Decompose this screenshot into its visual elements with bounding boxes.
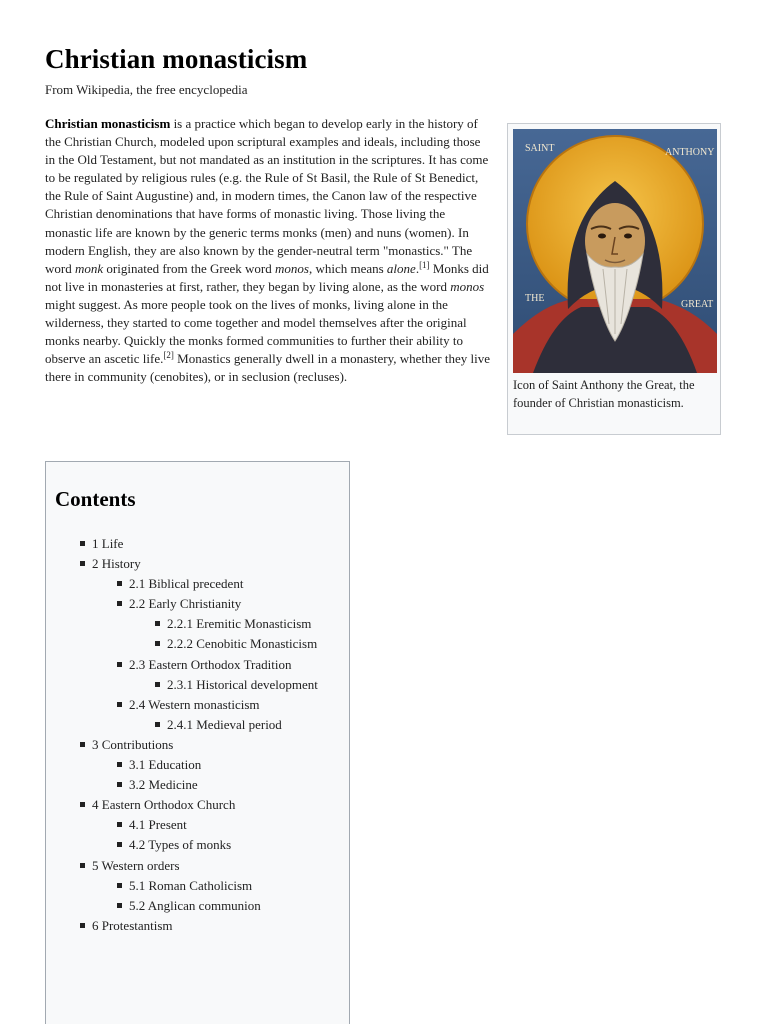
page-title: Christian monasticism	[45, 44, 308, 74]
toc-item-label[interactable]: 1 Life	[92, 536, 124, 551]
toc-item[interactable]	[46, 916, 346, 936]
toc-item-label[interactable]: 2.4 Western monasticism	[129, 696, 260, 712]
bullet-icon	[155, 641, 160, 646]
intro-text: might suggest. As more people took on the lives of monks, living alone in the wilderness, they started to come together and model themselves after the original monks nearby. Quickly the monks formed communities to further their ability to observe an ascetic life.	[45, 296, 467, 367]
toc-item-label[interactable]: 5.1 Roman Catholicism	[129, 877, 253, 893]
intro-text: is a practice which began to develop early in the history of the Christian Church, modeled upon scriptural examples and ideals, including those in the Old Testament, but not mandated as an institution in the scriptures. It has come to be regulated by religious rules (e.g. the Rule of St Basil, the Rule of St Benedict, the Rule of Saint Augustine) and, in modern times, the Canon law of the respective Christian denominations that have forms of monastic living. Those living the monastic life are known by the generic terms monks (men) and nuns (women). In modern English, they are also known by the gender-neutral term "monastics." The word	[45, 116, 489, 276]
intro-text: , which means	[308, 260, 387, 276]
site-tagline: From Wikipedia, the free encyclopedia	[45, 82, 248, 97]
toc-item-label[interactable]: 5 Western orders	[92, 857, 180, 873]
bullet-icon	[117, 903, 122, 908]
toc-item[interactable]	[46, 835, 346, 855]
toc-item[interactable]	[46, 675, 346, 695]
bullet-icon	[117, 601, 122, 606]
toc-item[interactable]	[46, 574, 346, 594]
toc-item[interactable]	[46, 594, 346, 614]
term-monos: monos	[450, 278, 485, 294]
toc-item[interactable]	[46, 655, 346, 675]
bullet-icon	[117, 782, 122, 787]
toc-item-label[interactable]: 2.3.1 Historical development	[167, 676, 318, 692]
toc-item-label[interactable]: 2.2.2 Cenobitic Monasticism	[167, 636, 318, 652]
bullet-icon	[117, 822, 122, 827]
bullet-icon	[80, 923, 85, 928]
toc-item[interactable]	[46, 896, 346, 916]
toc-item[interactable]	[46, 815, 346, 835]
bullet-icon	[155, 722, 160, 727]
term-monk: monk	[74, 260, 104, 276]
toc-item[interactable]	[46, 775, 346, 795]
toc-item-label[interactable]: 2.4.1 Medieval period	[167, 716, 282, 732]
toc-item-label[interactable]: 2.2.1 Eremitic Monasticism	[167, 616, 312, 632]
toc-item-label[interactable]: 2.1 Biblical precedent	[129, 576, 244, 592]
intro-text: originated from the Greek word	[103, 260, 275, 276]
term-alone: alone	[386, 260, 416, 276]
bullet-icon	[80, 802, 85, 807]
bullet-icon	[117, 662, 122, 667]
intro-text: .	[415, 260, 420, 276]
toc-item[interactable]	[46, 614, 346, 634]
toc-item[interactable]	[46, 735, 346, 755]
toc-item-label[interactable]: 2.3 Eastern Orthodox Tradition	[129, 656, 292, 672]
article-subject-bold: Christian monasticism	[45, 116, 171, 131]
toc-item-label[interactable]: 4.2 Types of monks	[129, 837, 232, 853]
bullet-icon	[80, 561, 85, 566]
bullet-icon	[80, 742, 85, 747]
toc-item[interactable]	[46, 856, 346, 876]
toc-item-label[interactable]: 5.2 Anglican communion	[129, 897, 261, 913]
icon-inscription-saint: SAINT	[525, 143, 555, 154]
toc-item[interactable]	[46, 634, 346, 654]
intro-paragraph	[45, 115, 490, 386]
reference-1[interactable]: [1]	[419, 259, 430, 270]
infobox-image-frame	[507, 123, 721, 435]
toc-item[interactable]	[46, 715, 346, 735]
icon-inscription-anthony: ANTHONY	[665, 147, 715, 158]
toc-item[interactable]	[46, 755, 346, 775]
toc-item[interactable]	[46, 876, 346, 896]
bullet-icon	[80, 863, 85, 868]
toc-item[interactable]	[46, 554, 346, 574]
bullet-icon	[80, 541, 85, 546]
term-monos: monos	[274, 260, 309, 276]
toc-item-label[interactable]: 2.2 Early Christianity	[129, 596, 242, 612]
saint-anthony-icon-image[interactable]	[513, 129, 717, 373]
toc-item-label[interactable]: 4.1 Present	[129, 817, 187, 833]
toc-item-label[interactable]: 3.1 Education	[129, 757, 202, 773]
table-of-contents	[45, 461, 350, 1024]
bullet-icon	[117, 581, 122, 586]
toc-item[interactable]	[46, 795, 346, 815]
intro-text: Monks did not live in monasteries at first, rather, they began by living alone, as the word	[45, 260, 489, 294]
toc-title: Contents	[55, 487, 136, 511]
image-caption: Icon of Saint Anthony the Great, the founder of Christian monasticism.	[513, 378, 695, 410]
toc-item[interactable]	[46, 534, 346, 554]
bullet-icon	[117, 762, 122, 767]
bullet-icon	[117, 702, 122, 707]
toc-item-label[interactable]: 4 Eastern Orthodox Church	[92, 797, 236, 813]
bullet-icon	[117, 883, 122, 888]
toc-item-label[interactable]: 3 Contributions	[92, 736, 174, 752]
icon-inscription-great: GREAT	[681, 299, 714, 310]
toc-item-label[interactable]: 2 History	[92, 556, 141, 572]
toc-item-label[interactable]: 6 Protestantism	[92, 917, 173, 933]
toc-item-label[interactable]: 3.2 Medicine	[129, 777, 198, 793]
icon-inscription-the: THE	[525, 293, 545, 304]
toc-list	[46, 534, 346, 936]
toc-item[interactable]	[46, 695, 346, 715]
bullet-icon	[155, 621, 160, 626]
reference-2[interactable]: [2]	[163, 350, 174, 361]
bullet-icon	[117, 842, 122, 847]
intro-text: Monastics generally dwell in a monastery, whether they live there in community (cenobites), or in seclusion (recluses).	[45, 351, 491, 385]
bullet-icon	[155, 682, 160, 687]
